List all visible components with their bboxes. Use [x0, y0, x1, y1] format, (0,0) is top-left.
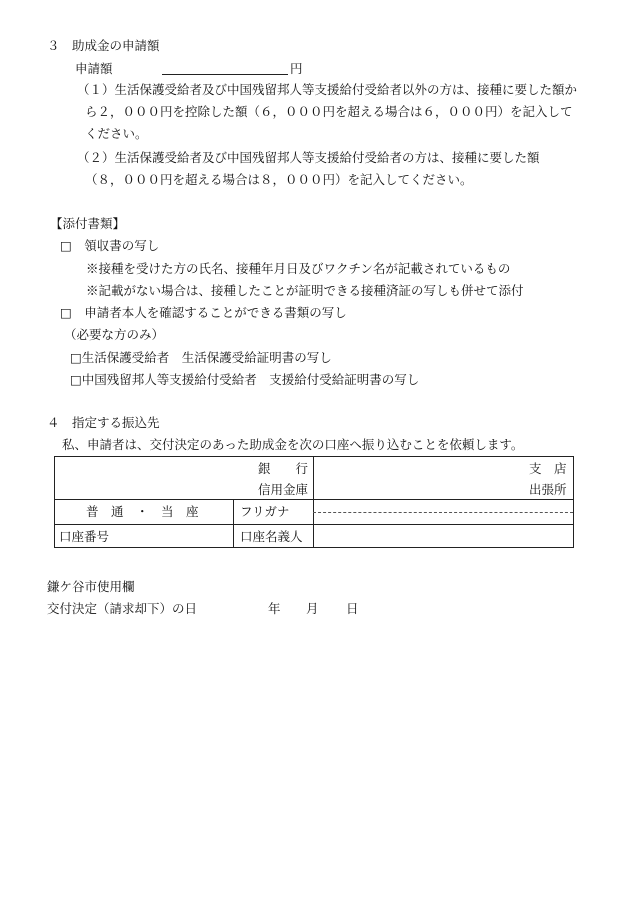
attachments-heading: 【添付書類】	[50, 216, 126, 231]
note1-line2: ら２，０００円を控除した額（６，０００円を超える場合は６，０００円）を記入して	[85, 104, 573, 119]
account-number-field[interactable]	[115, 531, 225, 545]
attachment-welfare-checkbox[interactable]: □生活保護受給者 生活保護受給証明書の写し	[70, 350, 332, 365]
decision-month-label: 月	[306, 601, 319, 616]
decision-day-label: 日	[346, 601, 359, 616]
amount-label: 申請額	[75, 61, 113, 76]
amount-unit: 円	[290, 61, 303, 76]
bank-label: 銀 行	[258, 461, 309, 476]
furigana-field[interactable]	[319, 506, 569, 520]
attachment-receipt-checkbox[interactable]: □ 領収書の写し	[60, 238, 160, 253]
city-use-heading: 鎌ケ谷市使用欄	[47, 579, 135, 594]
transfer-request-text: 私、申請者は、交付決定のあった助成金を次の口座へ振り込むことを依頼します。	[62, 437, 524, 452]
attachment-id-checkbox[interactable]: □ 申請者本人を確認することができる書類の写し	[60, 305, 347, 320]
decision-year-label: 年	[268, 601, 281, 616]
note1-line1: （１）生活保護受給者及び中国残留邦人等支援給付受給者以外の方は、接種に要した額か	[77, 82, 578, 97]
account-type-selector[interactable]: 普 通 ・ 当 座	[86, 504, 199, 519]
section4-heading: ４ 指定する振込先	[47, 415, 160, 430]
note2-line1: （２）生活保護受給者及び中国残留邦人等支援給付受給者の方は、接種に要した額	[77, 150, 540, 165]
attachment-receipt-note2: ※記載がない場合は、接種したことが証明できる接種済証の写しも併せて添付	[86, 283, 524, 298]
note2-line2: （８，０００円を超える場合は８，０００円）を記入してください。	[85, 172, 473, 187]
account-holder-field[interactable]	[319, 531, 569, 545]
attachment-receipt-note1: ※接種を受けた方の氏名、接種年月日及びワクチン名が記載されているもの	[86, 261, 511, 276]
decision-date-label: 交付決定（請求却下）の日	[47, 601, 198, 616]
account-holder-label: 口座名義人	[240, 529, 303, 544]
bank-account-table	[54, 456, 574, 548]
furigana-label: フリガナ	[240, 504, 290, 519]
account-number-label: 口座番号	[59, 529, 110, 544]
note1-line3: ください。	[85, 126, 148, 141]
amount-field[interactable]	[162, 74, 288, 75]
attachment-id-subnote: （必要な方のみ）	[64, 327, 165, 342]
credit-union-label: 信用金庫	[258, 482, 309, 497]
branch-label: 支 店	[529, 461, 567, 476]
section3-heading: ３ 助成金の申請額	[47, 38, 160, 53]
attachment-support-checkbox[interactable]: □中国残留邦人等支援給付受給者 支援給付受給証明書の写し	[70, 372, 420, 387]
office-label: 出張所	[529, 482, 567, 497]
